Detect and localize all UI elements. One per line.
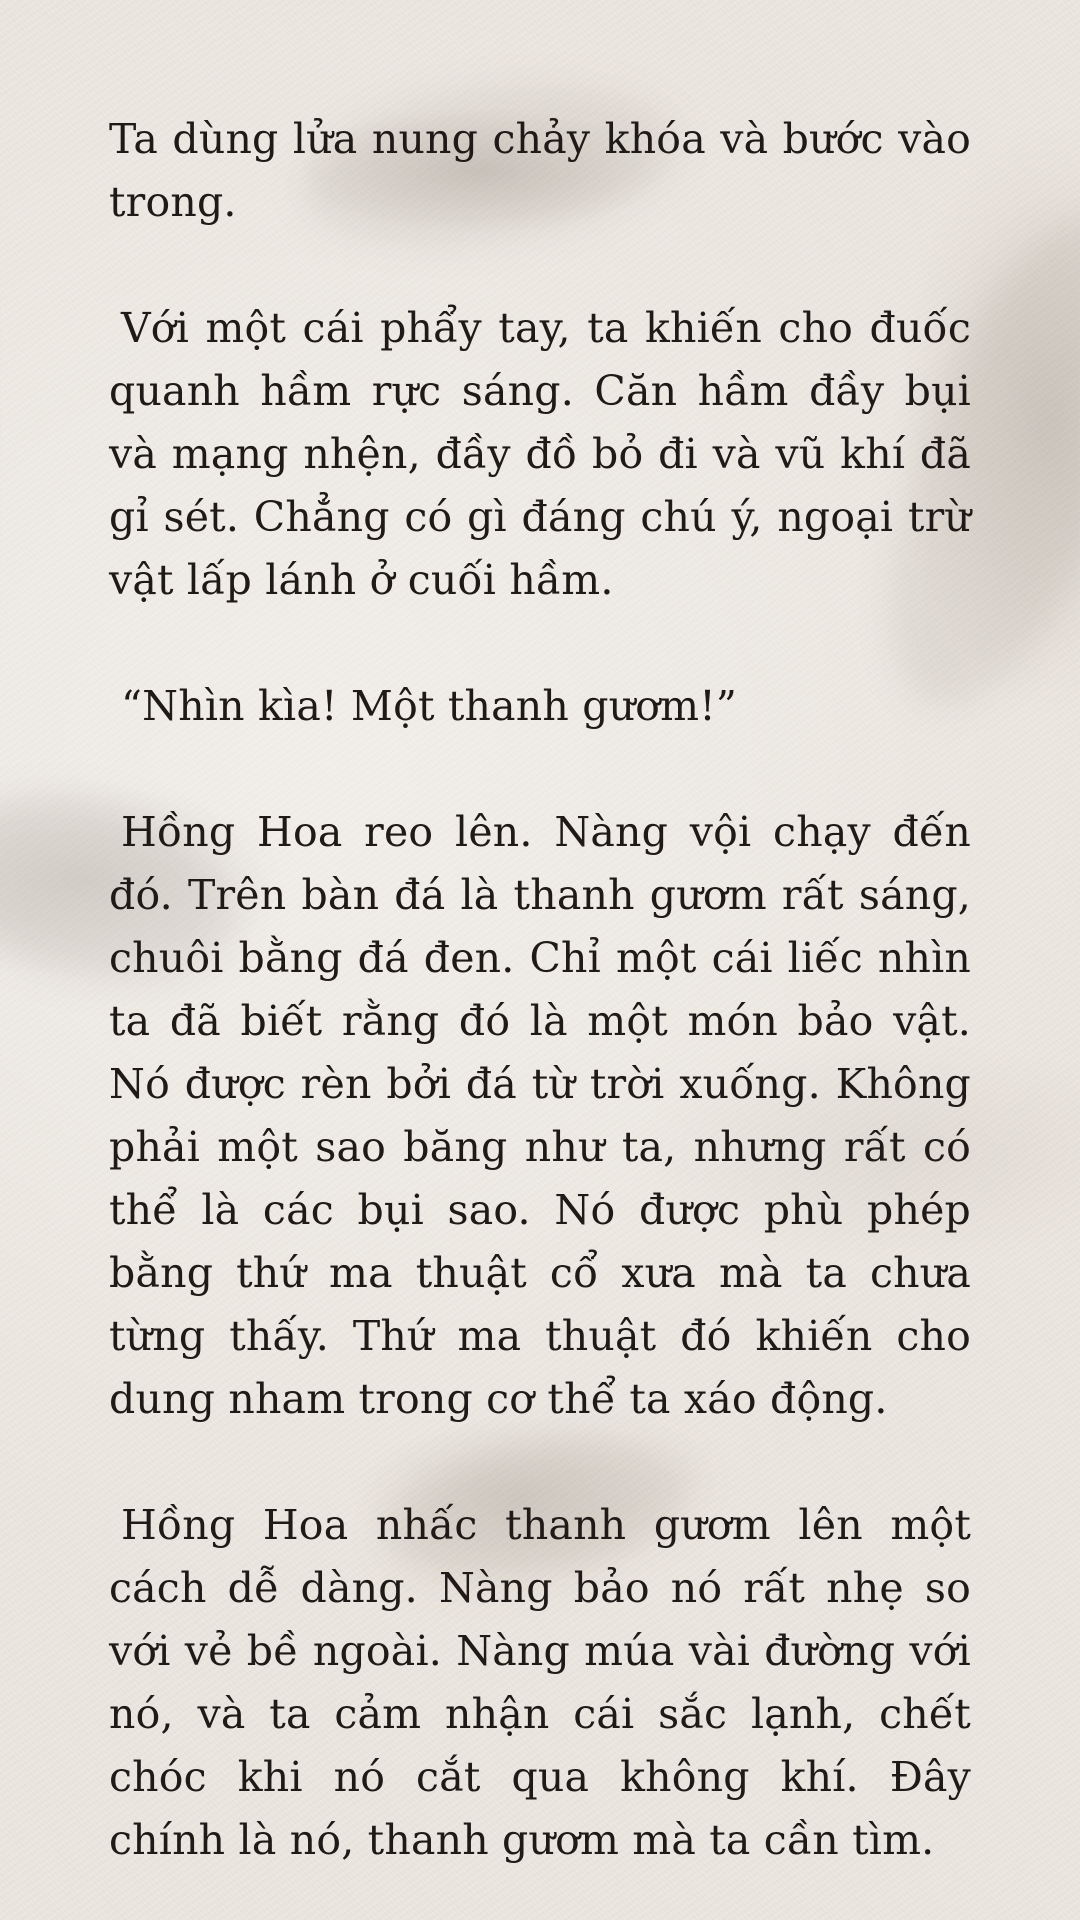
paragraph-4: Hồng Hoa reo lên. Nàng vội chạy đến đó. Trên bàn đá là thanh gươm rất sáng, chuôi bằng đá đen. Chỉ một cái liếc nhìn ta đã biết rằng đó là một món bảo vật. Nó được rèn bởi đá từ trời xuống. Không phải một sao băng như ta, nhưng rất có thể là các bụi sao. Nó được phù phép bằng thứ ma thuật cổ xưa mà ta chưa từng thấy. Thứ ma thuật đó khiến cho dung nham trong cơ thể ta xáo động. [109, 808, 971, 1423]
story-page [109, 108, 971, 1872]
paragraph-5: Hồng Hoa nhấc thanh gươm lên một cách dễ dàng. Nàng bảo nó rất nhẹ so với vẻ bề ngoài. Nàng múa vài đường với nó, và ta cảm nhận cái sắc lạnh, chết chóc khi nó cắt qua không khí. Đây chính là nó, thanh gươm mà ta cần tìm. [109, 1501, 971, 1864]
paragraph-3-dialogue: “Nhìn kìa! Một thanh gươm!” [121, 682, 738, 730]
paragraph-1: Ta dùng lửa nung chảy khóa và bước vào trong. [109, 115, 971, 226]
paragraph-2: Với một cái phẩy tay, ta khiến cho đuốc quanh hầm rực sáng. Căn hầm đầy bụi và mạng nhện, đầy đồ bỏ đi và vũ khí đã gỉ sét. Chẳng có gì đáng chú ý, ngoại trừ vật lấp lánh ở cuối hầm. [109, 304, 971, 604]
